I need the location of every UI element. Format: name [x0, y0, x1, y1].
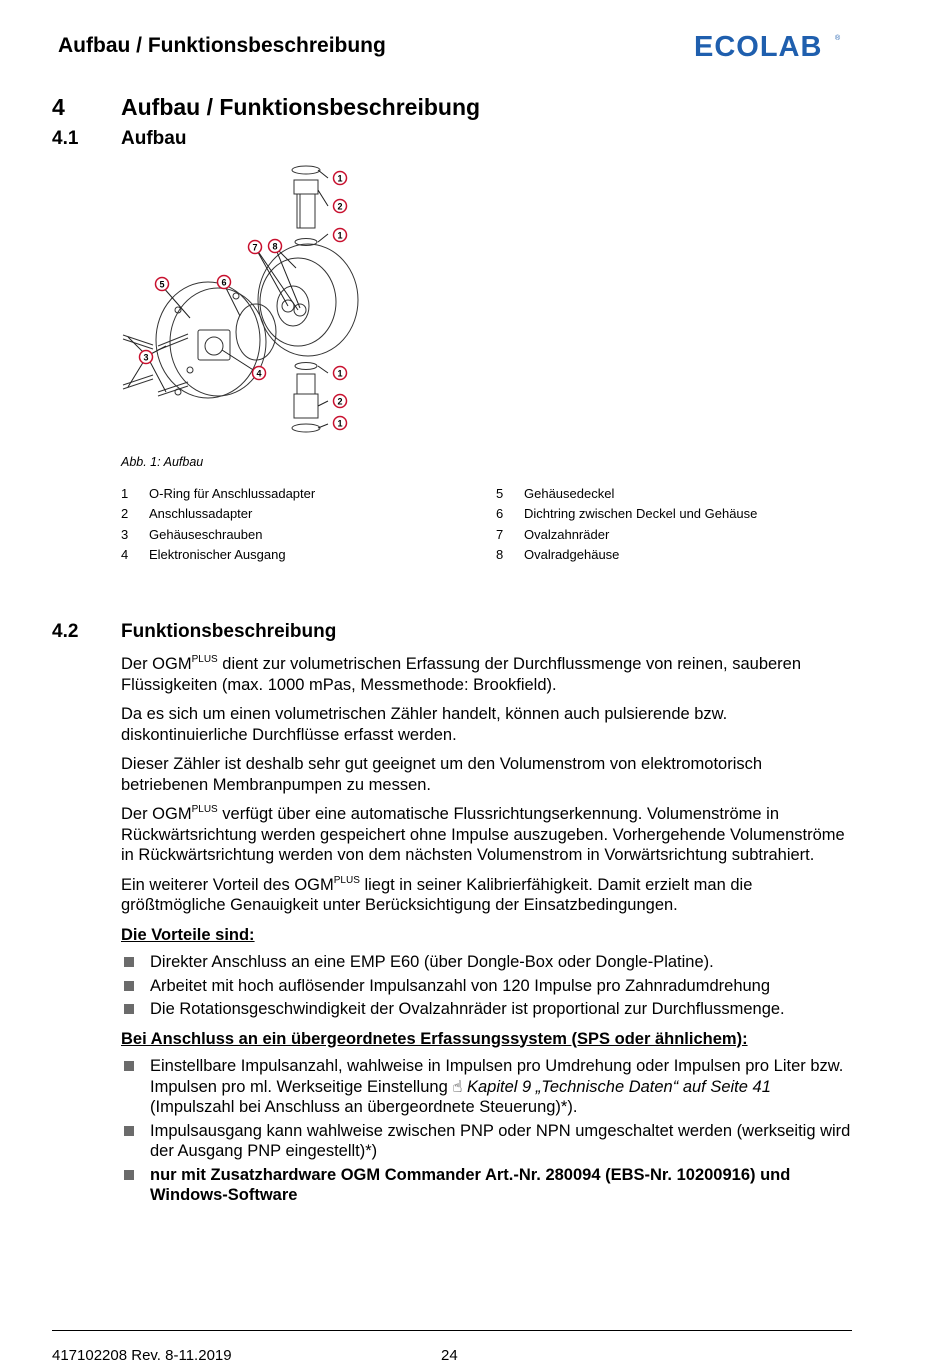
header-title: Aufbau / Funktionsbeschreibung	[58, 34, 386, 57]
ecolab-logo	[694, 30, 844, 60]
legend-number: 2	[121, 506, 129, 522]
legend-right	[496, 484, 757, 565]
callout-label: 1	[337, 418, 343, 429]
legend-text: Elektronischer Ausgang	[149, 546, 286, 562]
section-4-number: 4	[52, 94, 65, 120]
chapter-reference-link[interactable]: Kapitel 9 „Technische Daten“ auf Seite 41	[466, 1077, 771, 1096]
callout-label: 1	[337, 173, 343, 184]
legend-item	[121, 525, 315, 545]
footer-divider	[52, 1330, 852, 1331]
callout-label: 2	[337, 201, 343, 212]
legend-item	[496, 525, 757, 545]
page-number: 24	[441, 1347, 458, 1364]
legend-text: O-Ring für Anschlussadapter	[149, 486, 316, 501]
document-number: 417102208 Rev. 8-11.2019	[52, 1347, 232, 1364]
list-item: nur mit Zusatzhardware OGM Commander Art.-Nr. 280094 (EBS-Nr. 10200916) und Windows-Software	[121, 1165, 851, 1206]
section-4-1-number: 4.1	[52, 128, 79, 149]
legend-number: 7	[496, 526, 504, 542]
hand-pointer-icon: ☝	[452, 1077, 467, 1096]
legend-item	[496, 484, 757, 504]
list-item: Direkter Anschluss an eine EMP E60 (über Dongle-Box oder Dongle-Platine).	[121, 952, 851, 973]
legend-number: 1	[121, 486, 129, 501]
callout-label: 2	[337, 396, 343, 407]
legend-number: 6	[496, 506, 504, 522]
advantages-list	[121, 952, 851, 1020]
callout-label: 8	[272, 241, 278, 252]
legend-left	[121, 484, 315, 565]
svg-text:®: ®	[835, 35, 841, 42]
legend-number: 8	[496, 546, 504, 562]
section-4-1-title: Aufbau	[121, 128, 187, 149]
figure-caption: Abb. 1: Aufbau	[121, 455, 204, 469]
bullet-square-icon	[124, 1061, 134, 1071]
legend-item	[121, 484, 315, 504]
bullet-square-icon	[124, 1004, 134, 1014]
section-4-title: Aufbau / Funktionsbeschreibung	[121, 94, 481, 120]
legend-item	[496, 545, 757, 565]
legend-number: 3	[121, 526, 129, 542]
logo-text: ECOLAB	[694, 31, 823, 60]
legend-text: Dichtring zwischen Deckel und Gehäuse	[524, 506, 758, 522]
exploded-view-figure	[118, 160, 368, 445]
bullet-square-icon	[124, 1126, 134, 1136]
bullet-square-icon	[124, 981, 134, 991]
paragraph: Der $OGM^{PLUS}$ dient zur volumetrischen Erfassung der Durchflussmenge von reinen, sauberen Flüssigkeiten (max. 1000 mPas, Messmethode: Brookfield).	[121, 654, 802, 694]
callout-label: 4	[256, 368, 262, 379]
list-item: Impulsausgang kann wahlweise zwischen PNP oder NPN umgeschaltet werden (werkseitig wird der Ausgang PNP eingestellt)*)	[121, 1121, 851, 1162]
legend-number: 4	[121, 546, 129, 562]
connection-list	[121, 1056, 851, 1206]
callout-label: 6	[221, 277, 227, 288]
callout-label: 1	[337, 368, 343, 379]
paragraph: Der $OGM^{PLUS}$ verfügt über eine automatische Flussrichtungserkennung. Volumenströme in Rückwärtsrichtung werden gespeichert ohne Impulse auszugeben. Vorhergehende Volumenströme in Rückwärtsrichtung werden von dem nächsten Volumenstrom in Vorwärtsrichtung subtrahiert.	[121, 804, 845, 864]
paragraph: Ein weiterer Vorteil des $OGM^{PLUS}$ liegt in seiner Kalibrierfähigkeit. Damit erzielt man die größtmögliche Genauigkeit unter Berücksichtigung der Einsatzbedingungen.	[121, 874, 753, 914]
bullet-square-icon	[124, 1170, 134, 1180]
list-item: Einstellbare Impulsanzahl, wahlweise in Impulsen pro Umdrehung oder Impulsen pro Liter bzw. Impulsen pro ml. Werkseitige Einstellung ☝ Kapitel 9 „Technische Daten“ auf Seite 41 (Impulszahl bei Anschluss an übergeordnete Steuerung)*).	[121, 1056, 851, 1118]
advantages-heading: Die Vorteile sind:	[121, 925, 255, 944]
bullet-square-icon	[124, 957, 134, 967]
legend-item	[121, 504, 315, 524]
legend-text: Gehäuseschrauben	[149, 526, 263, 542]
callout-label: 7	[252, 242, 258, 253]
legend-number: 5	[496, 486, 504, 501]
section-4-2-title: Funktionsbeschreibung	[121, 621, 337, 642]
legend-text: Gehäusedeckel	[524, 486, 615, 501]
legend-item	[121, 545, 315, 565]
legend-text: Ovalzahnräder	[524, 526, 610, 542]
callout-label: 5	[159, 279, 165, 290]
section-4-2-number: 4.2	[52, 621, 79, 642]
connection-heading: Bei Anschluss an ein übergeordnetes Erfassungssystem (SPS oder ähnlichem):	[121, 1029, 748, 1048]
legend-item	[496, 504, 757, 524]
list-item: Arbeitet mit hoch auflösender Impulsanzahl von 120 Impulse pro Zahnradumdrehung	[121, 976, 851, 997]
callout-label: 3	[143, 352, 149, 363]
section-4-2-body	[121, 654, 851, 1215]
paragraph: Dieser Zähler ist deshalb sehr gut geeignet um den Volumenstrom von elektromotorisch betriebenen Membranpumpen zu messen.	[121, 755, 763, 794]
legend-text: Anschlussadapter	[149, 506, 253, 522]
paragraph: Da es sich um einen volumetrischen Zähler handelt, können auch pulsierende bzw. diskontinuierliche Durchflüsse erfasst werden.	[121, 705, 728, 744]
legend-text: Ovalradgehäuse	[524, 546, 620, 562]
list-item: Die Rotationsgeschwindigkeit der Ovalzahnräder ist proportional zur Durchflussmenge.	[121, 999, 851, 1020]
callout-label: 1	[337, 230, 343, 241]
